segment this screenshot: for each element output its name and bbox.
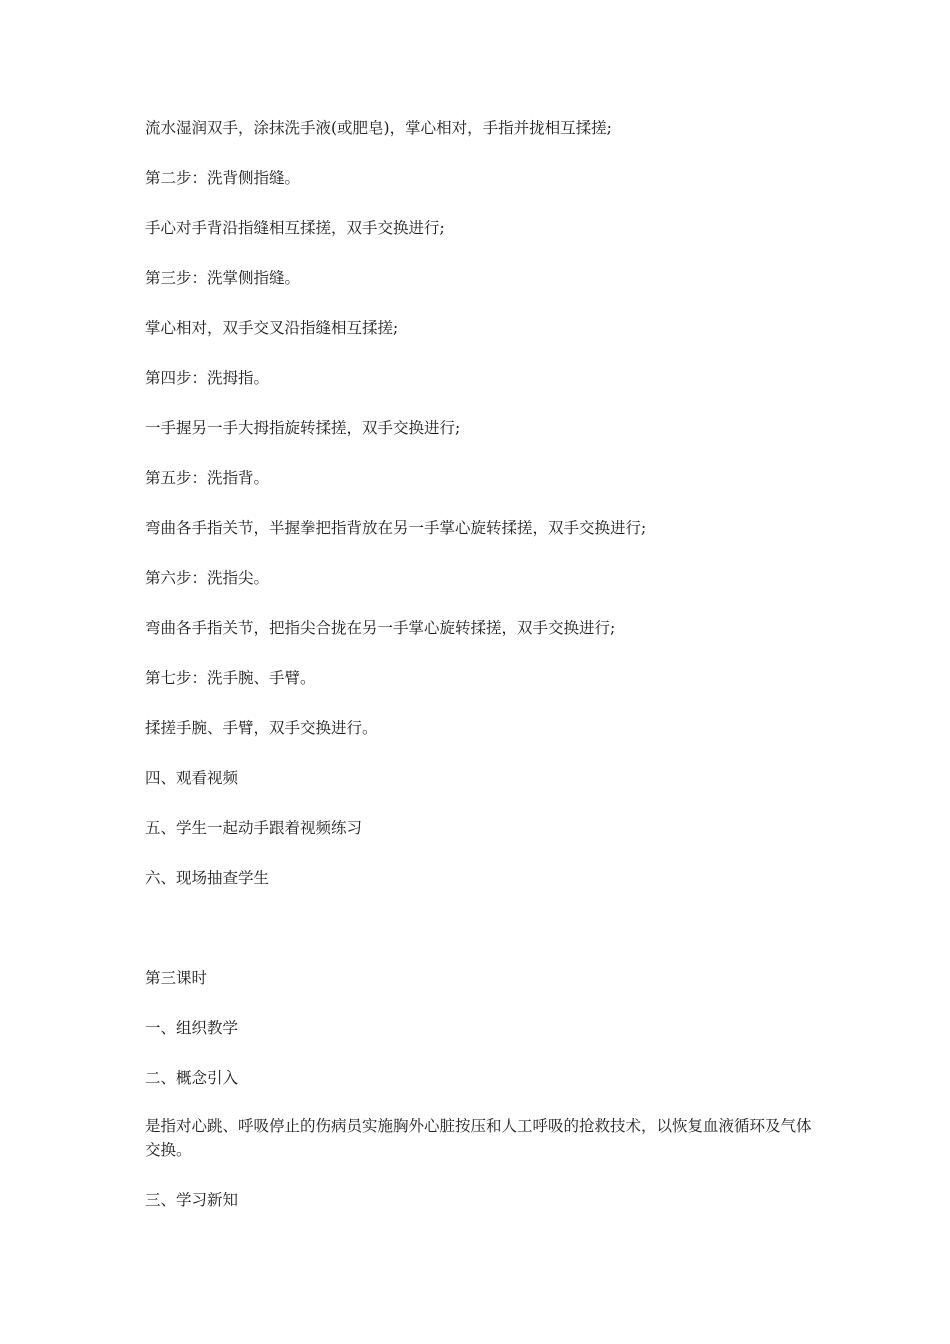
paragraph-step6-heading: 第六步：洗指尖。 <box>145 569 270 587</box>
paragraph-section-four: 四、观看视频 <box>145 769 239 787</box>
paragraph-step6-detail: 弯曲各手指关节，把指尖合拢在另一手掌心旋转揉搓，双手交换进行; <box>145 619 616 637</box>
paragraph-step4-heading: 第四步：洗拇指。 <box>145 369 270 387</box>
paragraph-step3-detail: 掌心相对，双手交叉沿指缝相互揉搓; <box>145 319 399 337</box>
paragraph-concept-definition: 是指对心跳、呼吸停止的伤病员实施胸外心脏按压和人工呼吸的抢救技术，以恢复血液循环及气体交换。 <box>145 1117 812 1159</box>
paragraph-step2-detail: 手心对手背沿指缝相互揉搓，双手交换进行; <box>145 219 445 237</box>
paragraph-step3-heading: 第三步：洗掌侧指缝。 <box>145 269 301 287</box>
paragraph-section-six: 六、现场抽查学生 <box>145 869 270 887</box>
paragraph-step7-detail: 揉搓手腕、手臂，双手交换进行。 <box>145 719 378 737</box>
paragraph-third-lesson: 第三课时 <box>145 969 208 987</box>
paragraph-step7-heading: 第七步：洗手腕、手臂。 <box>145 669 316 687</box>
paragraph-section-five: 五、学生一起动手跟着视频练习 <box>145 819 363 837</box>
paragraph-step5-detail: 弯曲各手指关节，半握拳把指背放在另一手掌心旋转揉搓，双手交换进行; <box>145 519 647 537</box>
paragraph-step4-detail: 一手握另一手大拇指旋转揉搓，双手交换进行; <box>145 419 461 437</box>
paragraph-step1-detail: 流水湿润双手，涂抹洗手液(或肥皂)，掌心相对，手指并拢相互揉搓; <box>145 119 612 137</box>
paragraph-section-one: 一、组织教学 <box>145 1019 239 1037</box>
paragraph-section-three: 三、学习新知 <box>145 1191 239 1209</box>
paragraph-step2-heading: 第二步：洗背侧指缝。 <box>145 169 301 187</box>
paragraph-step5-heading: 第五步：洗指背。 <box>145 469 270 487</box>
paragraph-section-two: 二、概念引入 <box>145 1069 239 1087</box>
